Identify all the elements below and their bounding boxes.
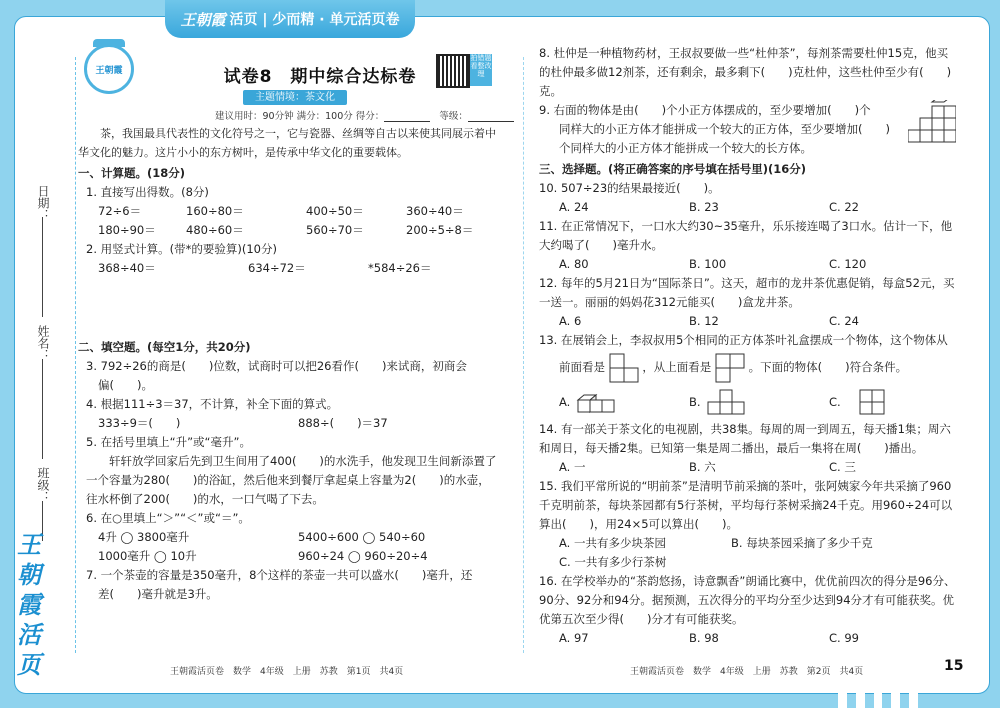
footer-right: 王朝霞活页卷 数学 4年级 上册 苏教 第2页 共4页 xyxy=(630,667,864,677)
compare-item: 960÷24 ◯ 960÷20÷4 xyxy=(298,549,428,563)
option-c xyxy=(829,384,959,420)
class-label: 班级： xyxy=(36,467,50,503)
q5-title: 5. 在括号里填上“升”或“毫升”。 xyxy=(86,435,251,449)
option: C. 120 xyxy=(829,257,867,271)
page-number: 15 xyxy=(944,658,964,674)
cube-stack-icon xyxy=(908,100,956,150)
calc-item: 360÷40＝ xyxy=(406,204,464,218)
full-score: 满分：100分 xyxy=(296,111,353,122)
calc-item: 400÷50＝ xyxy=(306,204,364,218)
decor-bar xyxy=(909,686,918,708)
q2-title: 2. 用竖式计算。(带*的要验算)(10分) xyxy=(86,242,277,256)
decor-bar xyxy=(838,686,847,708)
q7-line1: 7. 一个茶壶的容量是350毫升，8个这样的茶壶一共可以盛水( )毫升，还 xyxy=(86,568,473,582)
binding-rule xyxy=(75,57,76,653)
q3-line1: 3. 792÷26的商是( )位数，试商时可以把26看作( )来试商，初商会 xyxy=(86,359,467,373)
logo-icon xyxy=(84,44,134,94)
option-a xyxy=(559,384,689,420)
brand-char: 页 xyxy=(17,650,41,679)
decor-bar xyxy=(856,686,865,708)
qr-code-icon[interactable] xyxy=(436,54,470,88)
option-b xyxy=(689,384,829,420)
q13-options xyxy=(539,384,959,420)
option: B. 每块茶园采摘了多少千克 xyxy=(731,536,873,550)
option: C. 24 xyxy=(829,314,859,328)
decor-bar xyxy=(891,686,900,708)
q2-items xyxy=(78,259,498,278)
q13-line2 xyxy=(539,350,959,384)
option: A. 一共有多少块茶园 xyxy=(559,536,666,550)
name-label: 姓名： xyxy=(36,325,50,361)
vertical-brand xyxy=(14,530,44,680)
brand-char: 活 xyxy=(17,620,41,649)
calc-item: 560÷70＝ xyxy=(306,223,364,237)
q6-title: 6. 在○里填上“＞”“＜”或“＝”。 xyxy=(86,511,250,525)
q7-line2: 差( )毫升就是3升。 xyxy=(98,587,218,601)
brand-char: 朝 xyxy=(17,560,41,589)
suggested-time: 建议用时：90分钟 xyxy=(215,111,294,122)
q1-items xyxy=(78,202,498,240)
cube-option-c-icon xyxy=(846,388,886,418)
option: A. 一 xyxy=(559,460,586,474)
section3-title: 三、选择题。(将正确答案的序号填在括号里)(16分) xyxy=(539,162,807,176)
section1-title: 一、计算题。(18分) xyxy=(78,166,186,180)
date-line xyxy=(42,217,43,317)
option: B. 98 xyxy=(689,631,719,645)
q5-body: 轩轩放学回家后先到卫生间用了400( )的水洗手，他发现卫生间新添置了一个容量为280( )的浴缸，然后他来到餐厅拿起桌上容量为2( )的水壶，往水杯倒了200( )的水，一口气喝了下去。 xyxy=(86,454,497,506)
page-divider xyxy=(523,57,524,653)
brand-char: 霞 xyxy=(17,590,41,619)
option: A. 24 xyxy=(559,200,589,214)
q15-text: 15. 我们平常所说的“明前茶”是清明节前采摘的茶叶，张阿姨家今年共采摘了960千克明前茶，每块茶园都有5行茶树，平均每行茶树采摘24千克。用960÷24可以算出( )，用24×5可以算出( )。 xyxy=(539,479,953,531)
calc-item: 180÷90＝ xyxy=(98,223,156,237)
brand-char: 王 xyxy=(17,530,41,559)
fill-item: 333÷9＝( ) xyxy=(98,416,181,430)
option: A. 80 xyxy=(559,257,589,271)
cube-option-a-icon xyxy=(576,388,616,418)
top-view-icon xyxy=(715,353,745,383)
q9-line2: 同样大的小正方体才能拼成一个较大的正方体，至少要增加( ) xyxy=(559,122,890,136)
vertical-calc-item: 368÷40＝ xyxy=(98,261,156,275)
right-column xyxy=(539,44,959,648)
calc-item: 480÷60＝ xyxy=(186,223,244,237)
brand-tagline: 活页 | 少而精 · 单元活页卷 xyxy=(229,12,400,28)
q10-text: 10. 507÷23的结果最接近( )。 xyxy=(539,181,720,195)
q11-options xyxy=(539,255,959,274)
q3-line2: 偏( )。 xyxy=(98,378,153,392)
option-label: A. xyxy=(559,395,571,409)
option: B. 23 xyxy=(689,200,719,214)
q12-options xyxy=(539,312,959,331)
decor-bar xyxy=(874,686,883,708)
option: C. 99 xyxy=(829,631,859,645)
q4-items xyxy=(78,414,498,433)
q13-front-label: 前面看是 xyxy=(559,360,605,374)
q8-text: 8. 杜仲是一种植物药材，王叔叔要做一些“杜仲茶”，每剂茶需要杜仲15克，他买的杜仲最多做12剂茶，还有剩余，最多剩下( )克杜仲，这些杜仲至少有( )克。 xyxy=(539,46,952,98)
q11-text: 11. 在正常情况下，一口水大约30~35毫升，乐乐接连喝了3口水。估计一下，他大约喝了( )毫升水。 xyxy=(539,219,953,252)
q4-title: 4. 根据111÷3＝37，不计算，补全下面的算式。 xyxy=(86,397,339,411)
left-column xyxy=(78,124,498,604)
option-label: B. xyxy=(689,395,701,409)
qr-caption: 拍错题看整改理 xyxy=(470,54,492,86)
score-label: 得分： xyxy=(355,111,385,122)
option-label: C. xyxy=(829,395,841,409)
option: C. 22 xyxy=(829,200,859,214)
calc-item: 72÷6＝ xyxy=(98,204,142,218)
brand-script: 王朝霞 xyxy=(180,10,226,29)
section2-title: 二、填空题。(每空1分，共20分) xyxy=(78,340,251,354)
name-line xyxy=(42,359,43,459)
q13-line1: 13. 在展销会上，李叔叔用5个相同的正方体茶叶礼盒摆成一个物体，这个物体从 xyxy=(539,333,948,347)
option: B. 12 xyxy=(689,314,719,328)
decor-bars xyxy=(838,686,918,708)
brand-tab xyxy=(165,0,415,38)
option: A. 97 xyxy=(559,631,589,645)
q14-text: 14. 有一部关于茶文化的电视剧，共38集。每周的周一到周五，每天播1集；周六和周日，每天播2集。已知第一集是周二播出，最后一集将在周( )播出。 xyxy=(539,422,951,455)
compare-item: 1000毫升 ◯ 10升 xyxy=(98,549,197,563)
q16-text: 16. 在学校举办的“茶韵悠扬，诗意飘香”朗诵比赛中，优优前四次的得分是96分、90分、92分和94分。据预测，五次得分的平均分至少达到94分才有可能获奖。优优第五次至少得( )分才有可能获奖。 xyxy=(539,574,956,626)
intro-text: 茶，我国最具代表性的文化符号之一，它与瓷器、丝绸等自古以来使其同展示着中华文化的魅力。这片小小的东方树叶，是传承中华文化的重要载体。 xyxy=(78,127,496,159)
calc-item: 200÷5÷8＝ xyxy=(406,223,474,237)
grade-label: 等级： xyxy=(439,111,468,122)
q13-top-label: ，从上面看是 xyxy=(642,360,712,374)
q13-end: 。下面的物体( )符合条件。 xyxy=(748,360,908,374)
cube-option-b-icon xyxy=(706,388,746,418)
vertical-calc-item: 634÷72＝ xyxy=(248,261,306,275)
grade-blank[interactable] xyxy=(468,112,514,122)
calc-item: 160÷80＝ xyxy=(186,204,244,218)
q10-options xyxy=(539,198,959,217)
fill-item: 888÷( )＝37 xyxy=(298,416,388,430)
q15-options xyxy=(539,534,959,572)
q16-options xyxy=(539,629,959,648)
score-blank[interactable] xyxy=(384,112,430,122)
compare-item: 5400÷600 ◯ 540÷60 xyxy=(298,530,426,544)
footer-left: 王朝霞活页卷 数学 4年级 上册 苏教 第1页 共4页 xyxy=(170,667,404,677)
theme-badge: 主题情境：茶文化 xyxy=(243,90,347,105)
logo-text: 王朝霞 xyxy=(95,65,123,76)
date-label: 日期： xyxy=(36,185,50,221)
page-title: 试卷8 期中综合达标卷 xyxy=(223,67,417,87)
q6-items xyxy=(78,528,498,566)
q9-line3: 个同样大的小正方体才能拼成一个较大的长方体。 xyxy=(559,141,812,155)
option: C. 一共有多少行茶树 xyxy=(559,555,667,569)
q14-options xyxy=(539,458,959,477)
option: B. 六 xyxy=(689,460,716,474)
q12-text: 12. 每年的5月21日为“国际茶日”。这天，超市的龙井茶优惠促销，每盒52元，买一送一。丽丽的妈妈花312元能买( )盒龙井茶。 xyxy=(539,276,955,309)
working-space[interactable] xyxy=(78,278,498,336)
meta-row xyxy=(215,108,514,122)
option: A. 6 xyxy=(559,314,582,328)
q9-line1: 9. 右面的物体是由( )个小正方体摆成的，至少要增加( )个 xyxy=(539,103,871,117)
compare-item: 4升 ◯ 3800毫升 xyxy=(98,530,190,544)
front-view-icon xyxy=(609,353,639,383)
q1-title: 1. 直接写出得数。(8分) xyxy=(86,185,209,199)
vertical-calc-item: *584÷26＝ xyxy=(368,261,432,275)
option: B. 100 xyxy=(689,257,727,271)
option: C. 三 xyxy=(829,460,856,474)
